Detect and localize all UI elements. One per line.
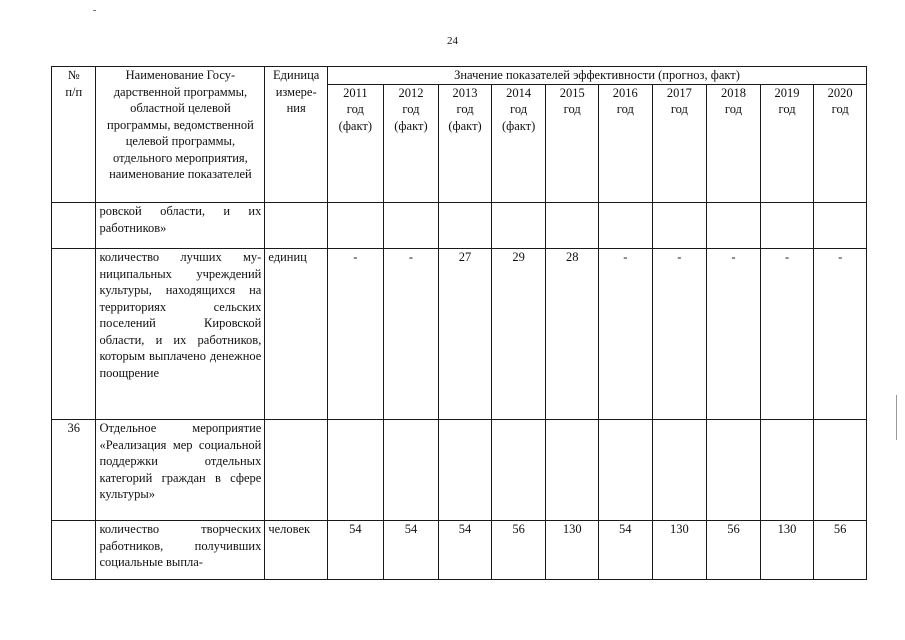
- header-year-2011: [328, 84, 384, 203]
- table-row: [52, 420, 867, 521]
- row-value-2013: [439, 420, 492, 521]
- row-value-2015: [546, 203, 599, 249]
- header-year-year: 2019: [774, 85, 800, 100]
- header-year-word: год: [563, 102, 581, 116]
- header-year-note: (факт): [501, 118, 536, 133]
- row-value-2011: 54: [328, 521, 384, 580]
- row-value-2018: 56: [707, 521, 761, 580]
- row-value-2014: 29: [491, 249, 546, 420]
- header-year-word: год: [616, 102, 634, 116]
- header-name-cell: Наименование Государственной программы, областной целевой программы, ведомственной целевой программы, отдельного мероприятия, наименование показателей: [96, 67, 265, 203]
- row-value-2012: 54: [383, 521, 439, 580]
- header-no-cell: [52, 67, 96, 203]
- row-unit: единиц: [265, 249, 328, 420]
- row-value-2011: [328, 203, 384, 249]
- row-value-2014: [491, 420, 546, 521]
- table-row: [52, 249, 867, 420]
- row-number: [52, 521, 96, 580]
- table-row: [52, 521, 867, 580]
- row-value-2015: 130: [546, 521, 599, 580]
- row-value-2012: [383, 420, 439, 521]
- row-unit: [265, 420, 328, 521]
- header-unit-line1: Единица: [273, 68, 320, 82]
- row-name: ровской области, и их работников»: [96, 203, 265, 249]
- row-value-2020: -: [814, 249, 867, 420]
- row-value-2017: -: [652, 249, 707, 420]
- row-value-2020: 56: [814, 521, 867, 580]
- header-unit-cell: [265, 67, 328, 203]
- row-value-2015: [546, 420, 599, 521]
- header-year-year: 2017: [666, 85, 692, 100]
- row-value-2014: 56: [491, 521, 546, 580]
- row-name: количество творческих работников, получивших социальные выпла-: [96, 521, 265, 580]
- row-value-2019: [760, 203, 814, 249]
- header-year-note: (факт): [394, 118, 428, 133]
- header-no-line2: п/п: [65, 84, 83, 99]
- row-value-2011: -: [328, 249, 384, 420]
- row-value-2019: 130: [760, 521, 814, 580]
- header-year-note: (факт): [338, 118, 372, 133]
- header-year-year: 2013: [452, 85, 478, 100]
- table-row: [52, 203, 867, 249]
- row-value-2017: [652, 203, 707, 249]
- row-value-2013: [439, 203, 492, 249]
- header-year-2013: [439, 84, 492, 203]
- row-name: количество лучших муниципальных учреждений культуры, находящихся на территориях сельских поселений Кировской области, и их работников, которым выплачено денежное поощрение: [96, 249, 265, 420]
- header-values-cell: Значение показателей эффективности (прогноз, факт): [328, 67, 867, 85]
- row-value-2016: 54: [599, 521, 653, 580]
- header-unit-line2: измерения: [275, 84, 317, 115]
- header-year-year: 2014: [506, 85, 532, 100]
- page-number: 24: [447, 35, 458, 47]
- row-value-2020: [814, 420, 867, 521]
- row-value-2012: [383, 203, 439, 249]
- header-year-year: 2016: [612, 85, 638, 100]
- row-number: [52, 249, 96, 420]
- header-year-year: 2012: [398, 85, 424, 100]
- row-value-2016: -: [599, 249, 653, 420]
- header-year-2012: [383, 84, 439, 203]
- header-year-year: 2018: [720, 85, 746, 100]
- header-year-word: год: [402, 102, 420, 116]
- header-year-2020: [814, 84, 867, 203]
- row-value-2012: -: [383, 249, 439, 420]
- row-value-2014: [491, 203, 546, 249]
- row-value-2019: [760, 420, 814, 521]
- row-value-2018: [707, 203, 761, 249]
- header-year-word: год: [670, 102, 688, 116]
- header-year-year: 2020: [827, 85, 853, 100]
- header-year-2014: [491, 84, 546, 203]
- header-year-2016: [599, 84, 653, 203]
- row-value-2016: [599, 203, 653, 249]
- header-year-2015: [546, 84, 599, 203]
- row-value-2017: 130: [652, 521, 707, 580]
- indicators-table: [51, 66, 867, 580]
- header-year-2019: [760, 84, 814, 203]
- table-body: [52, 203, 867, 580]
- row-value-2019: -: [760, 249, 814, 420]
- header-year-year: 2015: [559, 85, 585, 100]
- row-number: [52, 203, 96, 249]
- header-no-line1: №: [67, 68, 80, 82]
- row-value-2013: 27: [439, 249, 492, 420]
- header-year-word: год: [724, 102, 742, 116]
- row-unit: человек: [265, 521, 328, 580]
- row-value-2018: [707, 420, 761, 521]
- header-year-word: год: [778, 102, 796, 116]
- header-year-word: год: [456, 102, 474, 116]
- header-year-2018: [707, 84, 761, 203]
- row-value-2020: [814, 203, 867, 249]
- header-year-word: год: [510, 102, 528, 116]
- header-row-1: [52, 67, 867, 85]
- header-year-2017: [652, 84, 707, 203]
- header-year-word: год: [346, 102, 364, 116]
- scan-speck: [93, 10, 96, 11]
- row-value-2018: -: [707, 249, 761, 420]
- header-year-word: год: [831, 102, 849, 116]
- header-year-year: 2011: [343, 85, 368, 100]
- row-value-2017: [652, 420, 707, 521]
- row-number: 36: [52, 420, 96, 521]
- header-year-note: (факт): [448, 118, 482, 133]
- row-unit: [265, 203, 328, 249]
- scan-margin-line: [896, 395, 897, 440]
- row-value-2016: [599, 420, 653, 521]
- row-name: Отдельное мероприятие «Реализация мер социальной поддержки отдельных категорий граждан в сфере культуры»: [96, 420, 265, 521]
- row-value-2013: 54: [439, 521, 492, 580]
- row-value-2015: 28: [546, 249, 599, 420]
- row-value-2011: [328, 420, 384, 521]
